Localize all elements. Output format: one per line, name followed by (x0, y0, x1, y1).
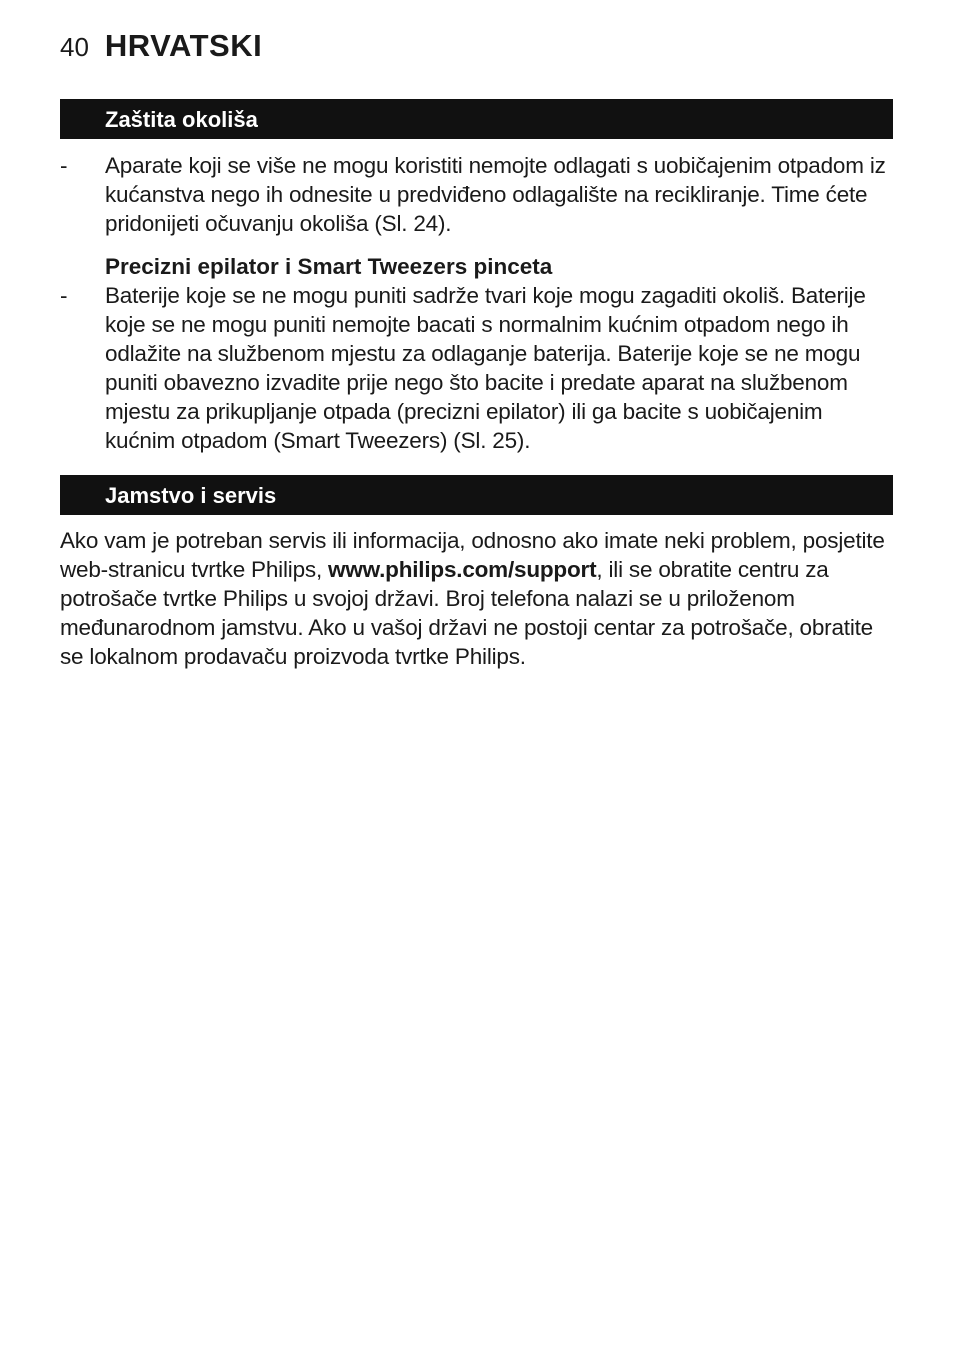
paragraph-text: Ako vam je potreban servis ili informacija, odnosno ako imate neki problem, posjetite web-stranicu tvrtke Philips, (60, 528, 885, 582)
subheading: Precizni epilator i Smart Tweezers pinceta (105, 254, 553, 279)
section-heading-warranty (60, 475, 893, 515)
page-number: 40 (60, 32, 89, 62)
section-title: Jamstvo i servis (105, 483, 277, 508)
bullet-text: Baterije koje se ne mogu puniti sadrže tvari koje mogu zagaditi okoliš. Baterije koje se ne mogu puniti nemojte bacati s normalnim kućnim otpadom nego ih odlažite na službenom mjestu za odlaganje baterija. Baterije koje se ne mogu puniti obavezno izvadite prije nego što bacite i predate aparat na službenom mjestu za prikupljanje otpada (precizni epilator) ili ga bacite s uobičajenim kućnim otpadom (Smart Tweezers) (Sl. 25). (105, 283, 866, 453)
page-language-title: HRVATSKI (104, 28, 263, 63)
bullet-dash: - (60, 153, 68, 178)
support-link[interactable]: www.philips.com/support (328, 557, 597, 582)
list-item (60, 151, 896, 238)
list-item (60, 281, 896, 455)
page-header (60, 28, 262, 64)
bullet-dash: - (60, 283, 68, 308)
section-heading-environment (60, 99, 893, 139)
warranty-paragraph (60, 526, 900, 671)
section-title: Zaštita okoliša (105, 107, 258, 132)
bullet-text: Aparate koji se više ne mogu koristiti nemojte odlagati s uobičajenim otpadom iz kućanstva nego ih odnesite u predviđeno odlagalište na recikliranje. Time ćete pridonijeti očuvanju okoliša (Sl. 24). (105, 153, 886, 236)
paragraph-text: , ili se obratite centru za potrošače tvrtke Philips u svojoj državi. Broj telefona nalazi se u priloženom međunarodnom jamstvu. Ako u vašoj državi ne postoji centar za potrošače, obratite se lokalnom prodavaču proizvoda tvrtke Philips. (60, 557, 873, 669)
